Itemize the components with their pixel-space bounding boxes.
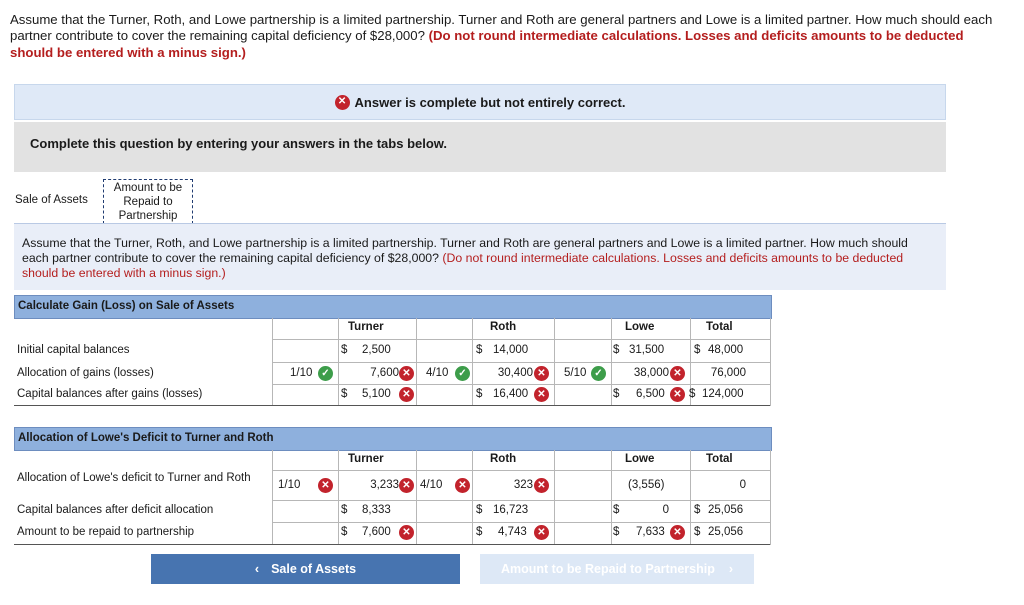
chevron-right-icon: › bbox=[728, 562, 734, 576]
currency-symbol: $ bbox=[476, 344, 483, 356]
table-gridline bbox=[272, 500, 770, 501]
input-cell[interactable]: 7,600 bbox=[370, 367, 399, 379]
incorrect-icon: ✕ bbox=[335, 95, 350, 110]
result-banner-text: Answer is complete but not entirely correct. bbox=[354, 94, 626, 110]
input-cell[interactable]: 48,000 bbox=[708, 344, 744, 356]
currency-symbol: $ bbox=[689, 388, 696, 400]
input-cell[interactable]: 76,000 bbox=[710, 367, 746, 379]
incorrect-icon: ✕ bbox=[670, 525, 685, 540]
input-cell[interactable]: 6,500 bbox=[636, 388, 665, 400]
table-gridline bbox=[690, 450, 691, 545]
col-roth: Roth bbox=[490, 453, 517, 465]
input-cell[interactable]: 323 bbox=[513, 479, 533, 491]
question-instruction: (Do not round intermediate calculations. Losses and deficits amounts to be deducted should be entered with a minus sign.) bbox=[10, 28, 964, 60]
input-cell[interactable]: 2,500 bbox=[362, 344, 391, 356]
input-cell[interactable]: 30,400 bbox=[497, 367, 533, 379]
instruction-bar bbox=[14, 122, 946, 172]
tab-sale-of-assets[interactable]: Sale of Assets bbox=[15, 194, 88, 206]
table-gridline bbox=[272, 450, 273, 545]
table-gridline bbox=[272, 384, 770, 385]
input-cell[interactable]: 4,743 bbox=[498, 526, 527, 538]
incorrect-icon: ✕ bbox=[670, 387, 685, 402]
result-banner bbox=[14, 84, 946, 120]
panel-text: Assume that the Turner, Roth, and Lowe partnership is a limited partnership. Turner and Roth are general partners and Lowe is a limited partner. How much should each partner contribute to cover the remaining capital deficiency of $28,000? bbox=[22, 236, 908, 265]
input-cell[interactable]: 38,000 bbox=[633, 367, 669, 379]
table-gridline bbox=[554, 450, 555, 545]
table-gridline bbox=[770, 450, 771, 545]
next-tab-label: Amount to be Repaid to Partnership bbox=[500, 562, 715, 576]
input-cell[interactable]: 8,333 bbox=[362, 504, 391, 516]
input-cell[interactable]: 5,100 bbox=[362, 388, 391, 400]
tab-amount-to-be-repaid[interactable]: Amount to be Repaid to Partnership bbox=[103, 179, 193, 224]
table-gridline bbox=[472, 450, 473, 545]
table-gridline bbox=[416, 450, 417, 545]
input-cell[interactable]: 7,633 bbox=[636, 526, 665, 538]
row-label: Capital balances after gains (losses) bbox=[17, 388, 203, 400]
correct-icon: ✓ bbox=[591, 366, 606, 381]
currency-symbol: $ bbox=[694, 526, 701, 538]
table2-header: Allocation of Lowe's Deficit to Turner and Roth bbox=[14, 427, 772, 451]
input-cell[interactable]: 3,233 bbox=[370, 479, 399, 491]
col-roth: Roth bbox=[490, 321, 517, 333]
incorrect-icon: ✕ bbox=[534, 525, 549, 540]
tab-panel-description bbox=[14, 223, 946, 290]
currency-symbol: $ bbox=[694, 344, 701, 356]
currency-symbol: $ bbox=[613, 504, 620, 516]
currency-symbol: $ bbox=[613, 344, 620, 356]
ratio-input[interactable]: 5/10 bbox=[564, 367, 587, 379]
input-cell[interactable]: 14,000 bbox=[493, 344, 529, 356]
ratio-input[interactable]: 4/10 bbox=[426, 367, 449, 379]
table-gridline bbox=[272, 522, 770, 523]
input-cell[interactable]: 16,400 bbox=[493, 388, 529, 400]
incorrect-icon: ✕ bbox=[534, 478, 549, 493]
table-gridline bbox=[770, 318, 771, 406]
table-gridline bbox=[14, 405, 770, 406]
table1-header: Calculate Gain (Loss) on Sale of Assets bbox=[14, 295, 772, 319]
currency-symbol: $ bbox=[341, 504, 348, 516]
table1 bbox=[14, 318, 772, 406]
currency-symbol: $ bbox=[476, 388, 483, 400]
col-lowe: Lowe bbox=[625, 453, 655, 465]
incorrect-icon: ✕ bbox=[399, 366, 414, 381]
ratio-input[interactable]: 4/10 bbox=[420, 479, 443, 491]
table-gridline bbox=[338, 450, 339, 545]
currency-symbol: $ bbox=[341, 344, 348, 356]
col-turner: Turner bbox=[348, 453, 384, 465]
table-gridline bbox=[611, 450, 612, 545]
question-text: Assume that the Turner, Roth, and Lowe partnership is a limited partnership. Turner and Roth are general partners and Lowe is a limited partner. How much should each partner contribute to cover the remaining capital deficiency of $28,000? (Do not round intermediate calculations. Losses and deficits amounts to be deducted should be entered with a minus sign.) bbox=[10, 12, 993, 60]
table-gridline bbox=[272, 339, 770, 340]
input-cell[interactable]: 25,056 bbox=[708, 526, 744, 538]
currency-symbol: $ bbox=[476, 526, 483, 538]
input-cell[interactable]: 0 bbox=[739, 479, 746, 491]
currency-symbol: $ bbox=[613, 388, 620, 400]
instruction-text: Complete this question by entering your answers in the tabs below. bbox=[30, 136, 448, 151]
currency-symbol: $ bbox=[476, 504, 483, 516]
input-cell[interactable]: 31,500 bbox=[629, 344, 665, 356]
ratio-input[interactable]: 1/10 bbox=[278, 479, 301, 491]
incorrect-icon: ✕ bbox=[670, 366, 685, 381]
incorrect-icon: ✕ bbox=[534, 387, 549, 402]
input-cell[interactable]: (3,556) bbox=[628, 479, 665, 491]
ratio-input[interactable]: 1/10 bbox=[290, 367, 313, 379]
row-label: Amount to be repaid to partnership bbox=[17, 526, 195, 538]
col-turner: Turner bbox=[348, 321, 384, 333]
input-cell[interactable]: 7,600 bbox=[362, 526, 391, 538]
col-total: Total bbox=[706, 453, 733, 465]
col-total: Total bbox=[706, 321, 733, 333]
incorrect-icon: ✕ bbox=[455, 478, 470, 493]
incorrect-icon: ✕ bbox=[318, 478, 333, 493]
chevron-left-icon: ‹ bbox=[254, 562, 260, 576]
row-label: Allocation of Lowe's deficit to Turner and Roth bbox=[17, 472, 251, 484]
currency-symbol: $ bbox=[341, 526, 348, 538]
prev-tab-label: Sale of Assets bbox=[271, 562, 357, 576]
input-cell[interactable]: 0 bbox=[662, 504, 669, 516]
panel-instruction: (Do not round intermediate calculations. Losses and deficits amounts to be deducted should be entered with a minus sign.) bbox=[22, 251, 904, 280]
col-lowe: Lowe bbox=[625, 321, 655, 333]
row-label: Allocation of gains (losses) bbox=[17, 367, 154, 379]
currency-symbol: $ bbox=[341, 388, 348, 400]
input-cell[interactable]: 25,056 bbox=[708, 504, 744, 516]
currency-symbol: $ bbox=[694, 504, 701, 516]
table-gridline bbox=[272, 470, 770, 471]
table-gridline bbox=[14, 544, 770, 545]
correct-icon: ✓ bbox=[455, 366, 470, 381]
incorrect-icon: ✕ bbox=[399, 478, 414, 493]
next-tab-button[interactable] bbox=[480, 554, 754, 584]
input-cell[interactable]: 16,723 bbox=[493, 504, 529, 516]
incorrect-icon: ✕ bbox=[399, 525, 414, 540]
incorrect-icon: ✕ bbox=[534, 366, 549, 381]
row-label: Initial capital balances bbox=[17, 344, 130, 356]
prev-tab-button[interactable] bbox=[151, 554, 460, 584]
currency-symbol: $ bbox=[613, 526, 620, 538]
correct-icon: ✓ bbox=[318, 366, 333, 381]
table-gridline bbox=[272, 362, 770, 363]
incorrect-icon: ✕ bbox=[399, 387, 414, 402]
table2 bbox=[14, 450, 772, 545]
input-cell[interactable]: 124,000 bbox=[702, 388, 744, 400]
row-label: Capital balances after deficit allocation bbox=[17, 504, 214, 516]
